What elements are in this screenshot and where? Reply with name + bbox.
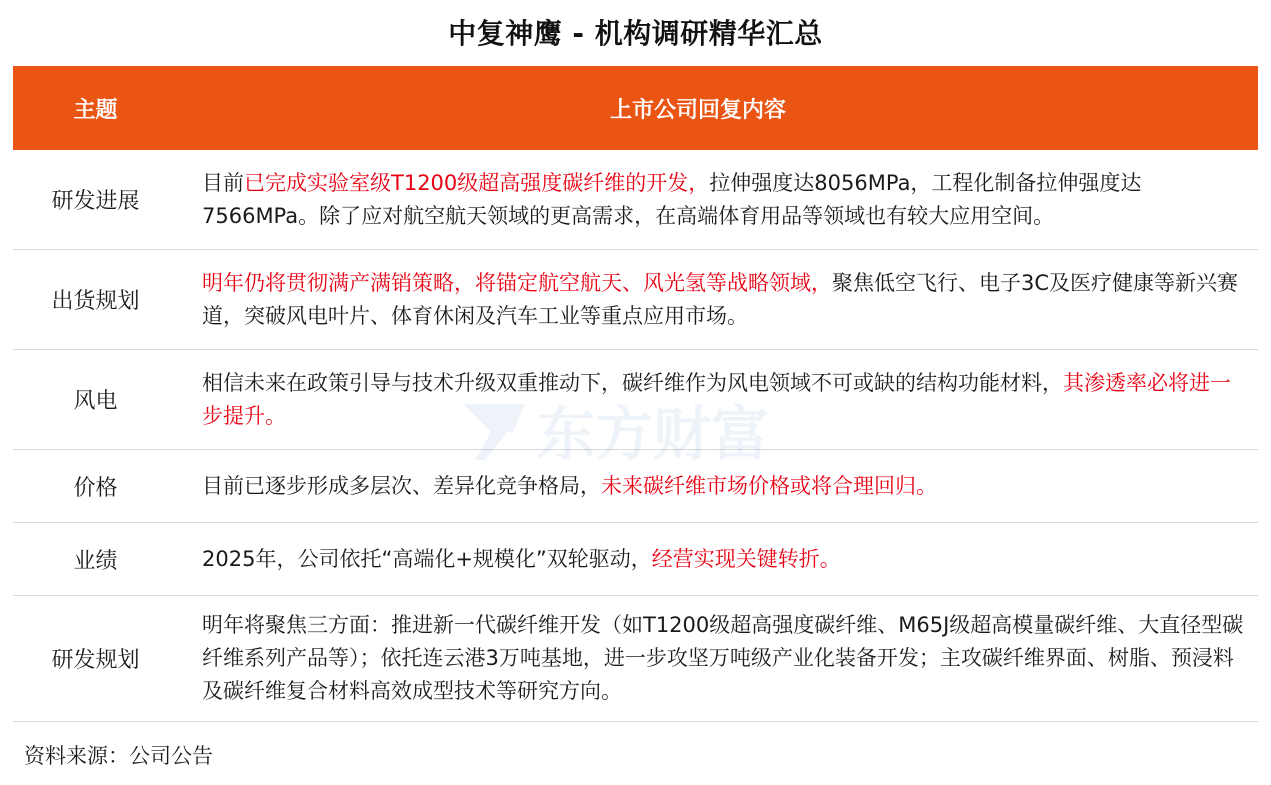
row-topic: 业绩 (73, 548, 118, 574)
content-highlight: 其渗透率必将进一步提升。 (202, 370, 1231, 428)
table-row (13, 250, 1258, 350)
content-text: 目前 (202, 170, 244, 195)
source-note: 资料来源：公司公告 (24, 744, 213, 768)
content-highlight: 经营实现关键转折。 (651, 546, 841, 571)
content-text: 目前已逐步形成多层次、差异化竞争格局， (202, 473, 601, 498)
table-header (13, 66, 1258, 150)
row-topic: 研发进展 (51, 189, 140, 214)
header-topic: 主题 (73, 97, 118, 123)
table-row (13, 450, 1258, 523)
row-content (178, 543, 1258, 576)
watermark-text: 东方财富 (537, 400, 770, 468)
row-content (178, 367, 1258, 433)
content-highlight: 已完成实验室级T1200级超高强度碳纤维的开发， (244, 170, 710, 195)
row-content (178, 470, 1258, 503)
row-topic: 价格 (73, 475, 118, 501)
row-topic: 风电 (73, 389, 118, 414)
content-text: 相信未来在政策引导与技术升级双重推动下，碳纤维作为风电领域不可或缺的结构功能材料， (202, 370, 1063, 395)
content-highlight: 未来碳纤维市场价格或将合理回归。 (601, 473, 937, 498)
content-text: 明年将聚焦三方面：推进新一代碳纤维开发（如T1200级超高强度碳纤维、M65J级超高模量碳纤维、大直径型碳纤维系列产品等）；依托连云港3万吨基地，进一步攻坚万吨级产业化装备开发；主攻碳纤维界面、树脂、预浸料及碳纤维复合材料高效成型技术等研究方向。 (202, 613, 1244, 703)
table-row (13, 350, 1258, 450)
row-topic: 出货规划 (51, 289, 140, 314)
row-content (178, 167, 1258, 233)
content-text: 聚焦低空飞行、电子3C及医疗健康等新兴赛道，突破风电叶片、体育休闲及汽车工业等重点应用市场。 (202, 270, 1239, 328)
row-topic: 研发规划 (51, 648, 140, 673)
page-title: 中复神鹰 - 机构调研精华汇总 (448, 17, 823, 50)
table-row (13, 150, 1258, 250)
content-text: 拉伸强度达8056MPa，工程化制备拉伸强度达7566MPa。除了应对航空航天领域的更高需求，在高端体育用品等领域也有较大应用空间。 (202, 170, 1142, 228)
table-row (13, 596, 1258, 722)
content-highlight: 明年仍将贯彻满产满销策略，将锚定航空航天、风光氢等战略领域， (202, 270, 832, 295)
content-text: 2025年，公司依托“高端化+规模化”双轮驱动， (202, 546, 652, 571)
row-content (178, 267, 1258, 333)
table-row (13, 523, 1258, 596)
row-content (178, 609, 1258, 708)
research-summary-table (13, 66, 1258, 722)
header-content: 上市公司回复内容 (609, 97, 786, 123)
